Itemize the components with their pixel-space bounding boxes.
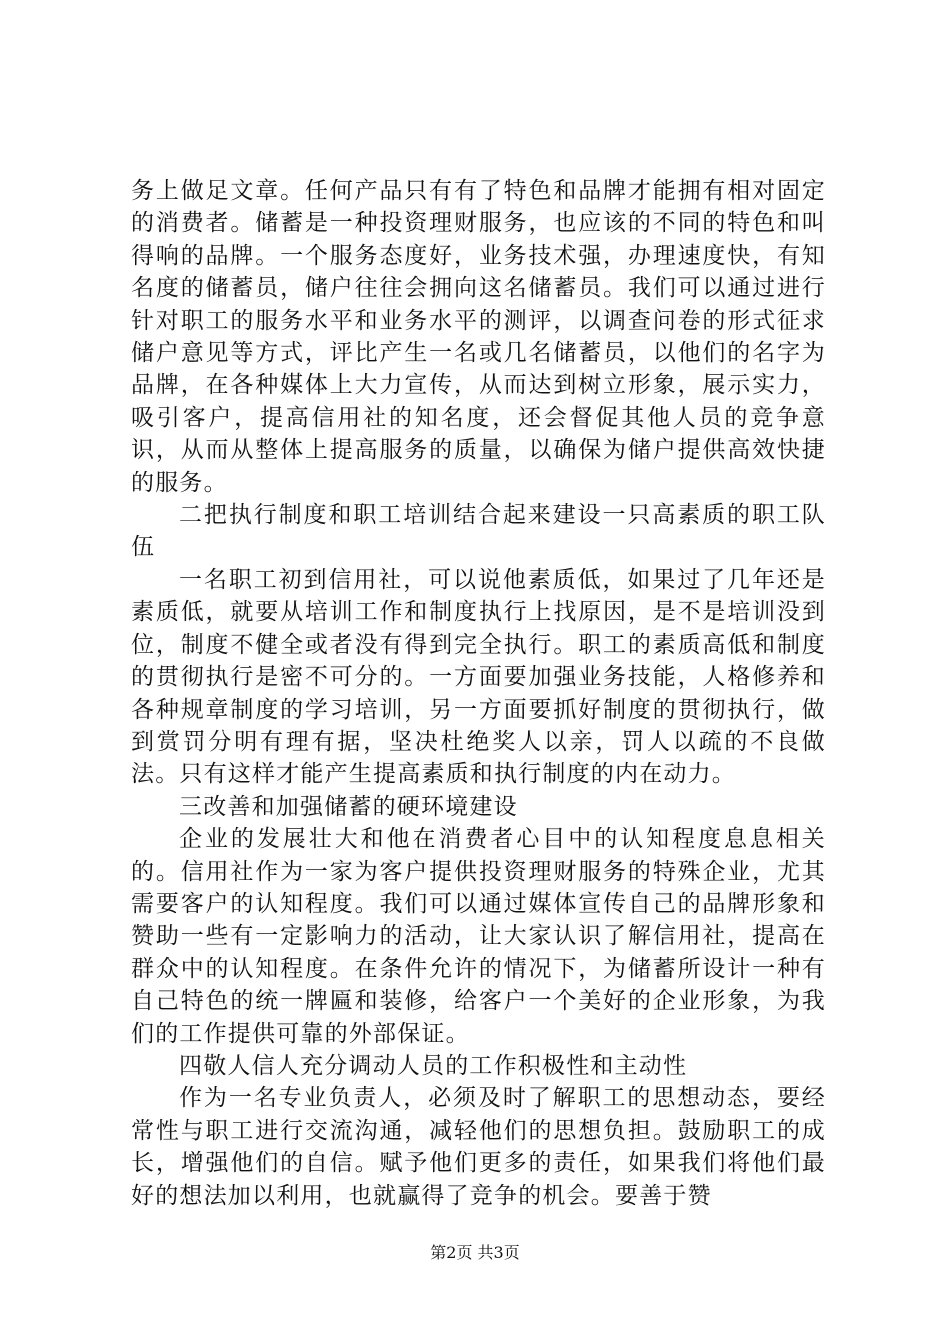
paragraph-continuation: 务上做足文章。任何产品只有有了特色和品牌才能拥有相对固定的消费者。储蓄是一种投资理财服务，也应该的不同的特色和叫得响的品牌。一个服务态度好，业务技术强，办理速度快，有知名度的储蓄员，储户往往会拥向这名储蓄员。我们可以通过进行针对职工的服务水平和业务水平的测评，以调查问卷的形式征求储户意见等方式，评比产生一名或几名储蓄员，以他们的名字为品牌，在各种媒体上大力宣传，从而达到树立形象，展示实力，吸引客户，提高信用社的知名度，还会督促其他人员的竞争意识，从而从整体上提高服务的质量，以确保为储户提供高效快捷的服务。 xyxy=(131,178,826,496)
section-heading-2: 二把执行制度和职工培训结合起来建设一只高素质的职工队伍 xyxy=(131,502,826,561)
paragraph-environment: 企业的发展壮大和他在消费者心目中的认知程度息息相关的。信用社作为一家为客户提供投资理财服务的特殊企业，尤其需要客户的认知程度。我们可以通过媒体宣传自己的品牌形象和赞助一些有一定影响力的活动，让大家认识了解信用社，提高在群众中的认知程度。在条件允许的情况下，为储蓄所设计一种有自己特色的统一牌匾和装修，给客户一个美好的企业形象，为我们的工作提供可靠的外部保证。 xyxy=(131,826,826,1047)
document-body xyxy=(131,175,826,1212)
section-heading-4: 四敬人信人充分调动人员的工作积极性和主动性 xyxy=(179,1052,688,1079)
paragraph-training: 一名职工初到信用社，可以说他素质低，如果过了几年还是素质低，就要从培训工作和制度执行上找原因，是不是培训没到位，制度不健全或者没有得到完全执行。职工的素质高低和制度的贯彻执行是密不可分的。一方面要加强业务技能，人格修养和各种规章制度的学习培训，另一方面要抓好制度的贯彻执行，做到赏罚分明有理有据，坚决杜绝奖人以亲，罚人以疏的不良做法。只有这样才能产生提高素质和执行制度的内在动力。 xyxy=(131,566,826,788)
page-footer xyxy=(0,1243,950,1263)
section-heading-3: 三改善和加强储蓄的硬环境建设 xyxy=(179,793,518,820)
paragraph-motivation: 作为一名专业负责人，必须及时了解职工的思想动态，要经常性与职工进行交流沟通，减轻他们的思想负担。鼓励职工的成长，增强他们的自信。赋予他们更多的责任，如果我们将他们最好的想法加以利用，也就赢得了竞争的机会。要善于赞 xyxy=(131,1085,826,1209)
page-number: 第2页 共3页 xyxy=(430,1243,520,1262)
